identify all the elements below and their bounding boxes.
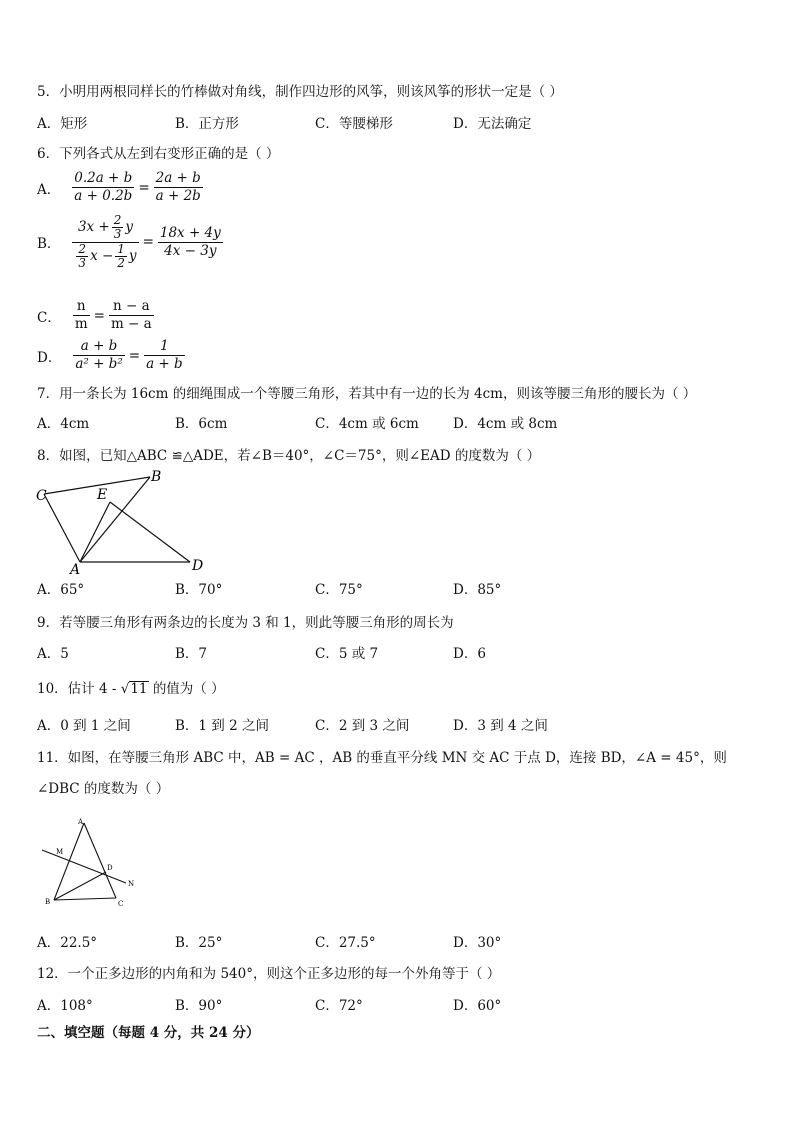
q12-option-c[interactable]: C．72° bbox=[315, 998, 363, 1014]
q9-option-a[interactable]: A．5 bbox=[37, 646, 69, 662]
q11-label-m: M bbox=[56, 848, 64, 856]
q12-option-d[interactable]: D．60° bbox=[453, 998, 502, 1014]
q5-option-d[interactable]: D．无法确定 bbox=[453, 116, 532, 132]
q8-option-d[interactable]: D．85° bbox=[453, 582, 502, 598]
q5-options bbox=[37, 116, 757, 132]
q10-stem-a: 10．估计 4 - bbox=[37, 681, 117, 697]
q11-stem-line2: ∠DBC 的度数为（ ） bbox=[37, 781, 170, 797]
q12-stem: 12．一个正多边形的内角和为 540°，则这个正多边形的每一个外角等于（ ） bbox=[37, 966, 501, 982]
q6-b-rnum: 18x + 4y bbox=[159, 224, 221, 241]
q9-option-c[interactable]: C．5 或 7 bbox=[315, 646, 379, 662]
q10-radicand: 11 bbox=[130, 681, 148, 697]
q10-option-d[interactable]: D．3 到 4 之间 bbox=[453, 718, 548, 734]
q6-b-label: B． bbox=[37, 236, 61, 252]
q6-a-eq: = bbox=[138, 179, 150, 196]
q6-a-lden: a + 0.2b bbox=[74, 188, 133, 204]
q6-b-lden-fd2: 2 bbox=[117, 256, 125, 270]
q6-b-lnum-fd: 3 bbox=[113, 227, 122, 241]
q7-option-d[interactable]: D．4cm 或 8cm bbox=[453, 416, 558, 432]
q8-label-c: C bbox=[36, 488, 47, 504]
q6-c-lnum: n bbox=[73, 298, 90, 316]
q8-option-a[interactable]: A．65° bbox=[37, 582, 85, 598]
q6-c-rnum: n − a bbox=[109, 298, 154, 316]
q6-option-b[interactable] bbox=[37, 214, 225, 270]
q11-triangle-figure bbox=[38, 815, 148, 913]
sqrt-symbol: √ bbox=[120, 681, 130, 697]
q11-label-a: A bbox=[78, 818, 84, 826]
q8-options bbox=[37, 582, 757, 598]
q5-option-c[interactable]: C．等腰梯形 bbox=[315, 116, 393, 132]
q11-label-c: C bbox=[118, 900, 124, 908]
q11-label-b: B bbox=[45, 898, 51, 906]
q6-b-lden-b: y bbox=[128, 248, 137, 264]
q5-option-a[interactable]: A．矩形 bbox=[37, 116, 88, 132]
q11-option-a[interactable]: A．22.5° bbox=[37, 935, 98, 951]
q8-label-a: A bbox=[70, 562, 81, 578]
q7-option-a[interactable]: A．4cm bbox=[37, 416, 90, 432]
q11-label-d: D bbox=[107, 864, 113, 872]
q6-b-lnum-fn: 2 bbox=[113, 213, 122, 227]
q6-a-rden: a + 2b bbox=[155, 188, 201, 204]
q6-b-lden-fn1: 2 bbox=[78, 242, 87, 256]
q7-option-c[interactable]: C．4cm 或 6cm bbox=[315, 416, 419, 432]
q8-stem: 8．如图，已知△ABC ≌△ADE，若∠B＝40°，∠C＝75°，则∠EAD 的度数为（ ） bbox=[37, 448, 541, 464]
q6-c-lden: m bbox=[74, 316, 88, 332]
q6-a-lnum: 0.2a + b bbox=[74, 170, 133, 186]
q6-option-d[interactable] bbox=[37, 338, 187, 373]
q12-option-a[interactable]: A．108° bbox=[37, 998, 93, 1014]
q11-option-d[interactable]: D．30° bbox=[453, 935, 502, 951]
q6-b-lden-fd1: 3 bbox=[78, 256, 87, 270]
q6-d-rnum: 1 bbox=[144, 338, 185, 356]
q9-option-d[interactable]: D．6 bbox=[453, 646, 486, 662]
q9-stem: 9．若等腰三角形有两条边的长度为 3 和 1，则此等腰三角形的周长为 bbox=[37, 615, 454, 631]
q6-d-rden: a + b bbox=[146, 356, 183, 372]
q6-b-lnum-b: y bbox=[125, 219, 134, 235]
q6-b-lnum-a: 3x + bbox=[77, 219, 110, 235]
q10-option-b[interactable]: B．1 到 2 之间 bbox=[175, 718, 269, 734]
q8-option-b[interactable]: B．70° bbox=[175, 582, 223, 598]
q10-stem bbox=[37, 681, 225, 697]
q6-b-rden: 4x − 3y bbox=[164, 242, 217, 259]
q6-a-label: A． bbox=[37, 181, 61, 198]
q6-d-eq: = bbox=[128, 347, 141, 364]
q9-options bbox=[37, 646, 757, 662]
q11-option-b[interactable]: B．25° bbox=[175, 935, 223, 951]
q6-b-eq: = bbox=[142, 234, 154, 250]
q9-option-b[interactable]: B．7 bbox=[175, 646, 208, 662]
q10-options bbox=[37, 718, 757, 734]
q6-b-lden-mid: x − bbox=[90, 248, 114, 264]
q12-option-b[interactable]: B．90° bbox=[175, 998, 223, 1014]
q5-option-b[interactable]: B．正方形 bbox=[175, 116, 239, 132]
q11-options bbox=[37, 935, 757, 951]
q6-option-a[interactable] bbox=[37, 170, 205, 205]
q11-stem-line1: 11．如图，在等腰三角形 ABC 中，AB = AC ，AB 的垂直平分线 MN 交 AC 于点 D，连接 BD，∠A = 45°，则 bbox=[37, 750, 727, 766]
q10-stem-b: 的值为（ ） bbox=[152, 681, 225, 697]
q7-option-b[interactable]: B．6cm bbox=[175, 416, 228, 432]
q11-option-c[interactable]: C．27.5° bbox=[315, 935, 376, 951]
q6-d-lnum: a + b bbox=[73, 338, 124, 356]
q6-c-label: C． bbox=[37, 309, 61, 326]
q6-d-label: D． bbox=[37, 349, 62, 366]
q6-b-lden-fn2: 1 bbox=[117, 242, 125, 256]
q8-label-e: E bbox=[97, 487, 108, 503]
q6-d-lden: a² + b² bbox=[75, 356, 123, 372]
q7-options bbox=[37, 416, 757, 432]
q6-option-c[interactable] bbox=[37, 298, 156, 333]
q6-a-rnum: 2a + b bbox=[155, 170, 201, 186]
q7-stem: 7．用一条长为 16cm 的细绳围成一个等腰三角形，若其中有一边的长为 4cm，则该等腰三角形的腰长为（ ） bbox=[37, 386, 697, 402]
q12-options bbox=[37, 998, 757, 1014]
q11-label-n: N bbox=[128, 880, 135, 888]
q6-c-rden: m − a bbox=[110, 316, 152, 332]
q10-option-a[interactable]: A．0 到 1 之间 bbox=[37, 718, 131, 734]
q8-option-c[interactable]: C．75° bbox=[315, 582, 363, 598]
q8-label-b: B bbox=[151, 469, 162, 485]
q8-triangle-figure bbox=[30, 466, 220, 578]
q5-stem: 5．小明用两根同样长的竹棒做对角线，制作四边形的风筝，则该风筝的形状一定是（ ） bbox=[37, 84, 563, 100]
q8-label-d: D bbox=[192, 558, 204, 574]
q6-c-eq: = bbox=[93, 307, 105, 324]
q10-option-c[interactable]: C．2 到 3 之间 bbox=[315, 718, 410, 734]
section-2-title: 二、填空题（每题 4 分，共 24 分） bbox=[37, 1025, 260, 1041]
q6-stem: 6．下列各式从左到右变形正确的是（ ） bbox=[37, 146, 280, 162]
